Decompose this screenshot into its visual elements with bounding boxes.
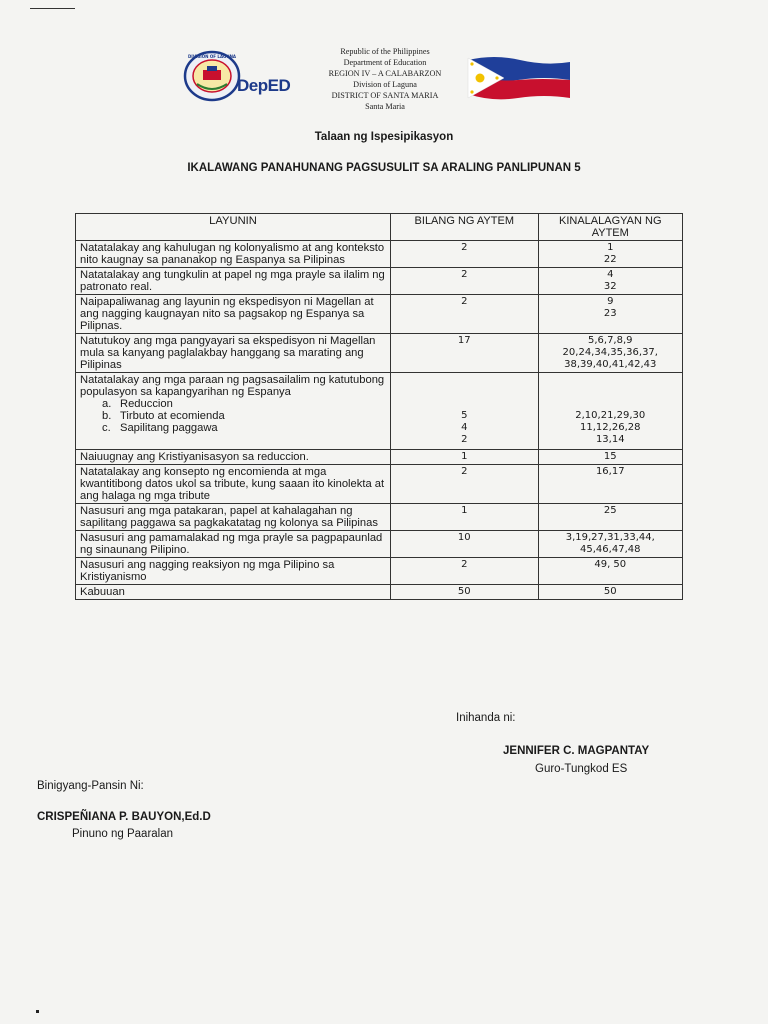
seal-text: DIVISION OF LAGUNA	[187, 54, 237, 59]
sub-label: Reduccion	[120, 398, 173, 410]
row-layunin: Natatalakay ang tungkulin at papel ng mga prayle sa ilalim ng patronato real.	[76, 268, 391, 295]
table-header-row	[76, 214, 683, 241]
deped-logo	[237, 76, 290, 96]
prepared-by-position: Guro-Tungkod ES	[535, 763, 628, 775]
row-layunin: Natatalakay ang konsepto ng encomienda at mga kwantitibong datos ukol sa tribute, kung saaan ito kinolekta at ang halaga ng mga tribute	[76, 465, 391, 504]
deped-logo-text: DepED	[237, 76, 291, 95]
row-layunin: Nasusuri ang pamamalakad ng mga prayle sa pagpapaunlad ng sinaunang Pilipino.	[76, 531, 391, 558]
letterhead	[310, 46, 460, 112]
item-number: 1	[607, 242, 614, 253]
row-bilang: 1	[391, 450, 538, 465]
letterhead-line: DISTRICT OF SANTA MARIA	[331, 91, 439, 100]
item-number: 20,24,34,35,36,37,	[562, 347, 658, 358]
row-bilang: 2	[391, 241, 538, 268]
row-layunin: Nasusuri ang mga patakaran, papel at kahalagahan ng sapilitang paggawa sa pagkakatatag ng kolonya sa Pilipinas	[76, 504, 391, 531]
philippine-flag	[464, 54, 572, 102]
noted-by-label: Binigyang-Pansin Ni:	[37, 780, 144, 792]
item-number: 23	[603, 308, 617, 319]
row-bilang: 10	[391, 531, 538, 558]
table-row	[76, 558, 683, 585]
letterhead-line: Department of Education	[343, 58, 427, 67]
letterhead-line: Division of Laguna	[353, 80, 417, 89]
table-row	[76, 531, 683, 558]
sub-letter: b.	[102, 410, 112, 422]
top-margin-line	[30, 8, 75, 9]
table-row	[76, 334, 683, 373]
sub-letter: c.	[102, 422, 111, 434]
table-row	[76, 450, 683, 465]
row-layunin: Naipapaliwanag ang layunin ng ekspedisyon ni Magellan at ang nagging kaugnayan nito sa pagsakop ng Espanya sa Pilipnas.	[76, 295, 391, 334]
row-kinalalagyan	[538, 268, 682, 295]
row-kinalalagyan	[538, 531, 682, 558]
header-layunin: LAYUNIN	[76, 214, 391, 241]
sub-objective	[102, 422, 386, 434]
sub-letter: a.	[102, 398, 112, 410]
item-number: 25	[603, 505, 617, 516]
total-kinalalagyan: 50	[538, 585, 682, 600]
sub-label: Sapilitang paggawa	[120, 422, 218, 434]
table-row	[76, 241, 683, 268]
item-number: 32	[603, 281, 617, 292]
row-layunin: Natutukoy ang mga pangyayari sa ekspedisyon ni Magellan mula sa kanyang paglalakbay hanggang sa marating ang Pilipinas	[76, 334, 391, 373]
sub-objective	[102, 398, 386, 410]
item-number: 38,39,40,41,42,43	[564, 359, 657, 370]
item-number: 13,14	[595, 434, 625, 445]
row-layunin-group	[76, 373, 391, 450]
item-number: 5,6,7,8,9	[587, 335, 633, 346]
table-total-row	[76, 585, 683, 600]
row-bilang: 2	[391, 558, 538, 585]
row-kinalalagyan	[538, 334, 682, 373]
header-bilang: BILANG NG AYTEM	[391, 214, 538, 241]
sub-objective	[102, 410, 386, 422]
item-number: 11,12,26,28	[580, 422, 641, 433]
row-bilang	[391, 373, 538, 450]
row-kinalalagyan	[538, 241, 682, 268]
total-bilang: 50	[391, 585, 538, 600]
row-kinalalagyan	[538, 504, 682, 531]
row-bilang: 2	[391, 295, 538, 334]
item-number: 16,17	[595, 466, 625, 477]
letterhead-line: Republic of the Philippines	[340, 47, 430, 56]
table-row	[76, 268, 683, 295]
row-kinalalagyan	[538, 465, 682, 504]
noted-by-position: Pinuno ng Paaralan	[72, 828, 174, 840]
item-count: 4	[461, 422, 468, 433]
total-label: Kabuuan	[76, 585, 391, 600]
division-seal-logo	[183, 50, 241, 102]
row-bilang: 1	[391, 504, 538, 531]
table-row	[76, 465, 683, 504]
letterhead-line: REGION IV – A CALABARZON	[328, 69, 442, 78]
row-kinalalagyan	[538, 295, 682, 334]
noted-by-name: CRISPEÑIANA P. BAUYON,Ed.D	[37, 811, 211, 823]
item-count: 5	[461, 410, 468, 421]
page-mark	[36, 1010, 39, 1013]
prepared-by-label: Inihanda ni:	[456, 712, 516, 724]
letterhead-line: Santa Maria	[365, 102, 405, 111]
table-row	[76, 295, 683, 334]
sub-objective-list	[80, 398, 386, 434]
row-bilang: 2	[391, 465, 538, 504]
item-number: 4	[607, 269, 614, 280]
row-layunin: Natatalakay ang kahulugan ng kolonyalismo at ang konteksto nito kaugnay sa pananakop ng Easpanya sa Pilipinas	[76, 241, 391, 268]
row-layunin: Nasusuri ang nagging reaksiyon ng mga Pilipino sa Kristiyanismo	[76, 558, 391, 585]
item-number: 49, 50	[594, 559, 627, 570]
row-kinalalagyan	[538, 450, 682, 465]
sub-label: Tirbuto at ecomienda	[120, 410, 225, 422]
item-number: 22	[603, 254, 617, 265]
prepared-by-name: JENNIFER C. MAGPANTAY	[503, 745, 650, 757]
item-count: 2	[461, 434, 468, 445]
document-title: Talaan ng Ispesipikasyon	[314, 131, 454, 143]
document-subtitle: IKALAWANG PANAHUNANG PAGSUSULIT SA ARALING PANLIPUNAN 5	[187, 162, 581, 174]
group-objective: Natatalakay ang mga paraan ng pagsasailalim ng katutubong populasyon sa kapangyarihan ng Espanya	[80, 374, 385, 398]
row-kinalalagyan	[538, 558, 682, 585]
header-kinalalagyan: KINALALAGYAN NG AYTEM	[538, 214, 682, 241]
specification-table	[75, 213, 683, 600]
row-bilang: 17	[391, 334, 538, 373]
item-number: 2,10,21,29,30	[575, 410, 646, 421]
item-number: 45,46,47,48	[580, 544, 641, 555]
row-bilang: 2	[391, 268, 538, 295]
row-kinalalagyan	[538, 373, 682, 450]
table-row-group	[76, 373, 683, 450]
item-number: 15	[603, 451, 617, 462]
row-layunin: Naiuugnay ang Kristiyanisasyon sa reduccion.	[76, 450, 391, 465]
table-row	[76, 504, 683, 531]
item-number: 3,19,27,31,33,44,	[565, 532, 655, 543]
item-number: 9	[607, 296, 614, 307]
